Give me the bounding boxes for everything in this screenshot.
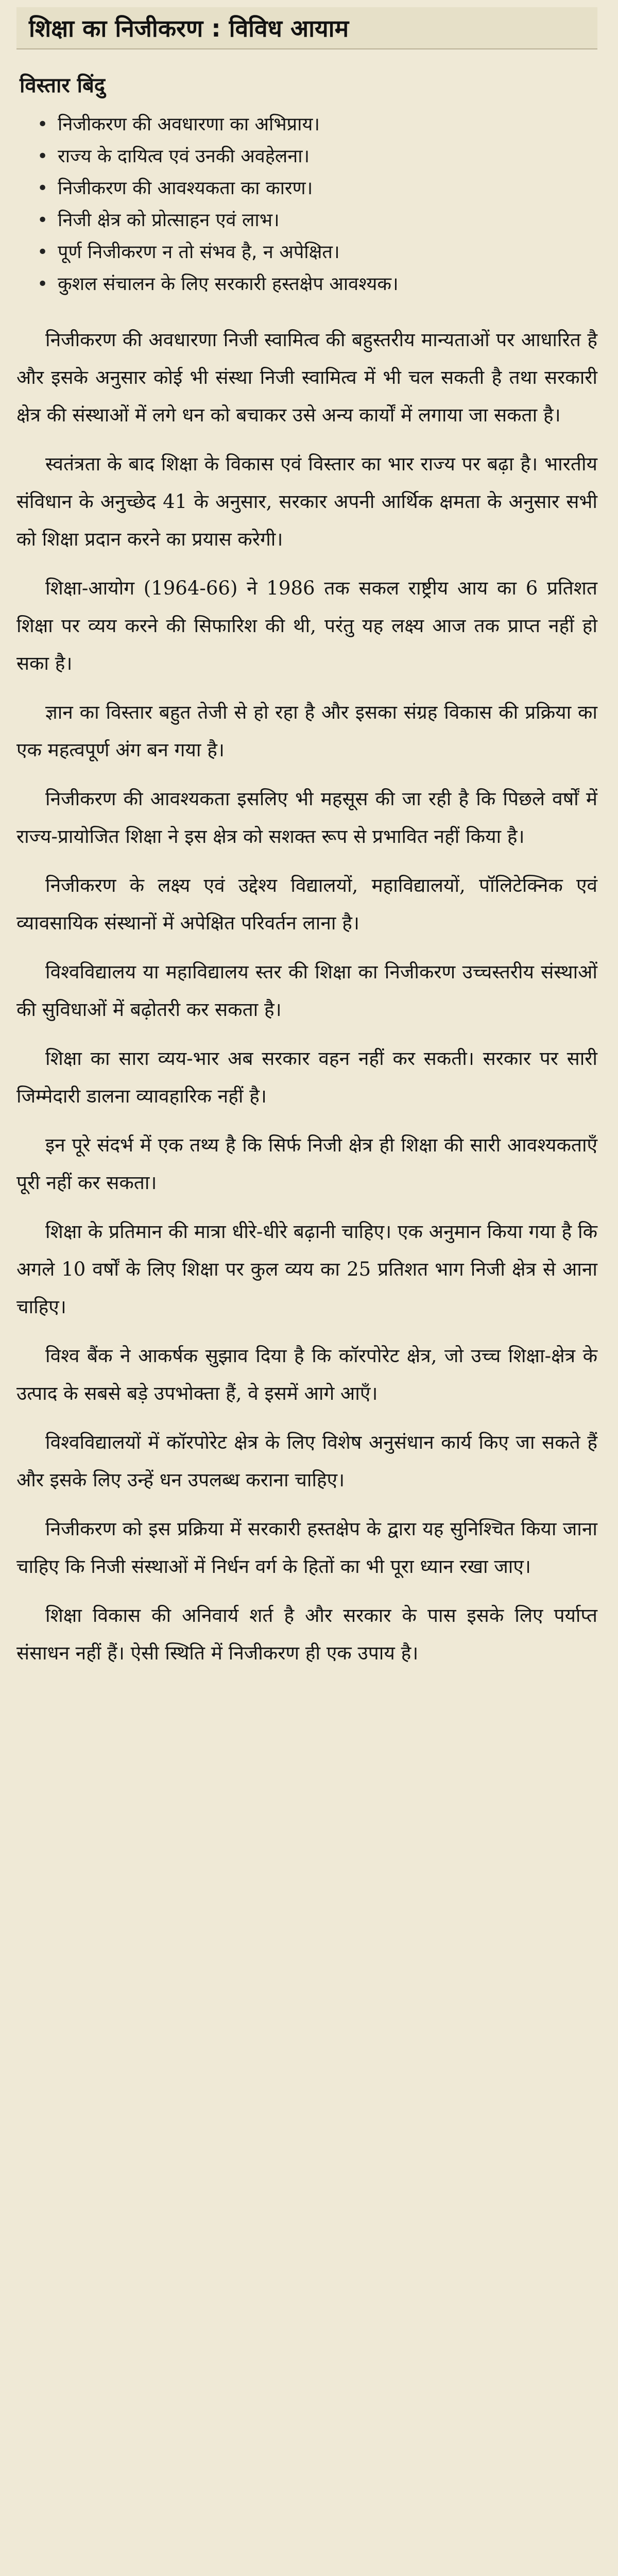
paragraph: विश्व बैंक ने आकर्षक सुझाव दिया है कि कॉरपोरेट क्षेत्र, जो उच्च शिक्षा-क्षेत्र के उत्पाद के सबसे बड़े उपभोक्ता हैं, वे इसमें आगे आएँ। xyxy=(16,1345,597,1404)
paragraph: स्वतंत्रता के बाद शिक्षा के विकास एवं विस्तार का भार राज्य पर बढ़ा है। भारतीय संविधान के अनुच्छेद 41 के अनुसार, सरकार अपनी आर्थिक क्षमता के अनुसार सभी को शिक्षा प्रदान करने का प्रयास करेगी। xyxy=(16,453,597,550)
bullet-icon: • xyxy=(37,210,48,231)
list-item xyxy=(37,173,597,205)
paragraph: शिक्षा-आयोग (1964-66) ने 1986 तक सकल राष्ट्रीय आय का 6 प्रतिशत शिक्षा पर व्यय करने की सिफारिश की थी, परंतु यह लक्ष्य आज तक प्राप्त नहीं हो सका है। xyxy=(16,577,597,674)
point-text: निजी क्षेत्र को प्रोत्साहन एवं लाभ। xyxy=(58,210,280,231)
points-list xyxy=(37,109,597,300)
list-item xyxy=(37,268,597,300)
paragraph: शिक्षा विकास की अनिवार्य शर्त है और सरकार के पास इसके लिए पर्याप्त संसाधन नहीं हैं। ऐसी स्थिति में निजीकरण ही एक उपाय है। xyxy=(16,1604,597,1664)
bullet-icon: • xyxy=(37,178,48,199)
point-text: कुशल संचालन के लिए सरकारी हस्तक्षेप आवश्यक। xyxy=(58,274,399,295)
bullet-icon: • xyxy=(37,274,48,295)
points-heading: विस्तार बिंदु xyxy=(20,74,106,97)
list-item xyxy=(37,236,597,268)
bullet-icon: • xyxy=(37,114,48,135)
paragraph: शिक्षा का सारा व्यय-भार अब सरकार वहन नहीं कर सकती। सरकार पर सारी जिम्मेदारी डालना व्यावहारिक नहीं है। xyxy=(16,1047,597,1107)
list-item xyxy=(37,141,597,173)
point-text: राज्य के दायित्व एवं उनकी अवहेलना। xyxy=(58,146,310,167)
title-bar xyxy=(16,7,597,49)
paragraph: निजीकरण के लक्ष्य एवं उद्देश्य विद्यालयों, महाविद्यालयों, पॉलिटेक्निक एवं व्यावसायिक संस्थानों में अपेक्षित परिवर्तन लाना है। xyxy=(16,874,597,934)
paragraph: विश्वविद्यालयों में कॉरपोरेट क्षेत्र के लिए विशेष अनुसंधान कार्य किए जा सकते हैं और इसके लिए उन्हें धन उपलब्ध कराना चाहिए। xyxy=(16,1431,597,1491)
paragraph: इन पूरे संदर्भ में एक तथ्य है कि सिर्फ निजी क्षेत्र ही शिक्षा की सारी आवश्यकताएँ पूरी नहीं कर सकता। xyxy=(16,1134,597,1194)
paragraph: निजीकरण की आवश्यकता इसलिए भी महसूस की जा रही है कि पिछले वर्षों में राज्य-प्रायोजित शिक्षा ने इस क्षेत्र को सशक्त रूप से प्रभावित नहीं किया है। xyxy=(16,788,597,848)
page-title: शिक्षा का निजीकरण : विविध आयाम xyxy=(29,14,349,42)
paragraph: निजीकरण की अवधारणा निजी स्वामित्व की बहुस्तरीय मान्यताओं पर आधारित है और इसके अनुसार कोई भी संस्था निजी स्वामित्व में भी चल सकती है तथा सरकारी क्षेत्र की संस्थाओं में लगे धन को बचाकर उसे अन्य कार्यों में लगाया जा सकता है। xyxy=(16,329,597,426)
list-item xyxy=(37,109,597,141)
bullet-icon: • xyxy=(37,242,48,263)
bullet-icon: • xyxy=(37,146,48,167)
paragraph: ज्ञान का विस्तार बहुत तेजी से हो रहा है और इसका संग्रह विकास की प्रक्रिया का एक महत्वपूर्ण अंग बन गया है। xyxy=(16,701,597,761)
point-text: निजीकरण की अवधारणा का अभिप्राय। xyxy=(58,114,320,135)
paragraph: शिक्षा के प्रतिमान की मात्रा धीरे-धीरे बढ़ानी चाहिए। एक अनुमान किया गया है कि अगले 10 वर्षों के लिए शिक्षा पर कुल व्यय का 25 प्रतिशत भाग निजी क्षेत्र से आना चाहिए। xyxy=(16,1221,597,1318)
point-text: निजीकरण की आवश्यकता का कारण। xyxy=(58,178,313,199)
paragraph: विश्वविद्यालय या महाविद्यालय स्तर की शिक्षा का निजीकरण उच्चस्तरीय संस्थाओं की सुविधाओं में बढ़ोतरी कर सकता है। xyxy=(16,961,597,1021)
point-text: पूर्ण निजीकरण न तो संभव है, न अपेक्षित। xyxy=(58,242,340,263)
list-item xyxy=(37,205,597,236)
paragraph: निजीकरण को इस प्रक्रिया में सरकारी हस्तक्षेप के द्वारा यह सुनिश्चित किया जाना चाहिए कि निजी संस्थाओं में निर्धन वर्ग के हितों का भी पूरा ध्यान रखा जाए। xyxy=(16,1518,597,1578)
